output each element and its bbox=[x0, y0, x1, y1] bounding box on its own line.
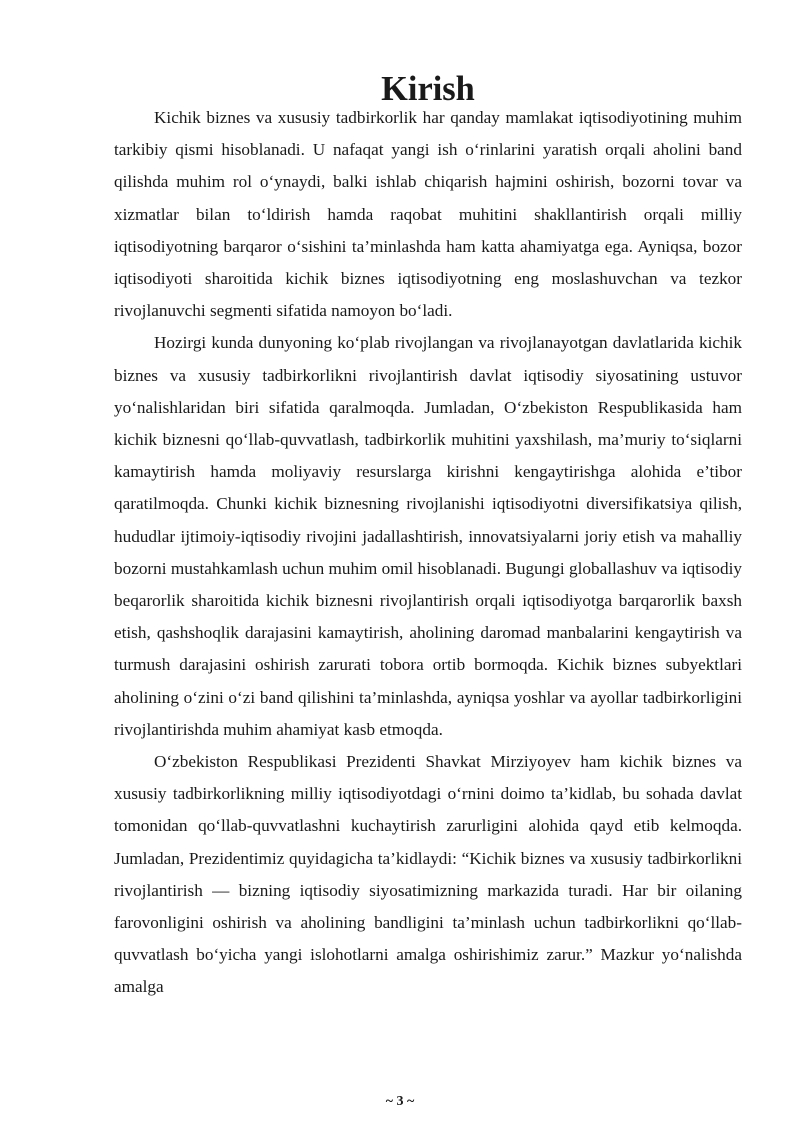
paragraph-3: O‘zbekiston Respublikasi Prezidenti Shavkat Mirziyoyev ham kichik biznes va xususiy tadbirkorlikning milliy iqtisodiyotdagi o‘rnini doimo ta’kidlab, bu sohada davlat tomonidan qo‘llab-quvvatlashni kuchaytirish zarurligini alohida qayd etib kelmoqda. Jumladan, Prezidentimiz quyidagicha ta’kidlaydi: “Kichik biznes va xususiy tadbirkorlikni rivojlantirish — bizning iqtisodiy siyosatimizning markazida turadi. Har bir oilaning farovonligini oshirish va aholining bandligini ta’minlash uchun tadbirkorlikni qo‘llab-quvvatlash bo‘yicha yangi islohotlarni amalga oshirishimiz zarur.” Mazkur yo‘nalishda amalga bbox=[114, 752, 742, 997]
paragraph-2: Hozirgi kunda dunyoning ko‘plab rivojlangan va rivojlanayotgan davlatlarida kichik biznes va xususiy tadbirkorlikni rivojlantirish davlat iqtisodiy siyosatining ustuvor yo‘nalishlaridan biri sifatida qaralmoqda. Jumladan, O‘zbekiston Respublikasida ham kichik biznesni qo‘llab-quvvatlash, tadbirkorlik muhitini yaxshilash, ma’muriy to‘siqlarni kamaytirish hamda moliyaviy resurslarga kirishni kengaytirishga alohida e’tibor qaratilmoqda. Chunki kichik biznesning rivojlanishi iqtisodiyotni diversifikatsiya qilish, hududlar ijtimoiy-iqtisodiy rivojini jadallashtirish, innovatsiyalarni joriy etish va mahalliy bozorni mustahkamlash uchun muhim omil hisoblanadi. Bugungi globallashuv va iqtisodiy beqarorlik sharoitida kichik biznesni rivojlantirish orqali iqtisodiyotga barqarorlik baxsh etish, qashshoqlik darajasini kamaytirish, aholining daromad manbalarini kengaytirish va turmush darajasini oshirish zarurati tobora ortib bormoqda. Kichik biznes subyektlari aholining o‘zini o‘zi band qilishini ta’minlashda, ayniqsa yoshlar va ayollar tadbirkorligini rivojlantirishda muhim ahamiyat kasb etmoqda. bbox=[114, 333, 742, 739]
paragraph-1: Kichik biznes va xususiy tadbirkorlik har qanday mamlakat iqtisodiyotining muhim tarkibiy qismi hisoblanadi. U nafaqat yangi ish o‘rinlarini yaratish orqali aholini band qilishda muhim rol o‘ynaydi, balki ishlab chiqarish hajmini oshirish, bozorni tovar va xizmatlar bilan to‘ldirish hamda raqobat muhitini shakllantirish orqali milliy iqtisodiyotning barqaror o‘sishini ta’minlashda ham katta ahamiyatga ega. Ayniqsa, bozor iqtisodiyoti sharoitida kichik biznes iqtisodiyotning eng moslashuvchan va tezkor rivojlanuvchi segmenti sifatida namoyon bo‘ladi. bbox=[114, 108, 742, 321]
page-number: ~ 3 ~ bbox=[385, 1094, 415, 1109]
document-page bbox=[114, 70, 742, 1004]
section-title: Kirish bbox=[381, 70, 475, 108]
